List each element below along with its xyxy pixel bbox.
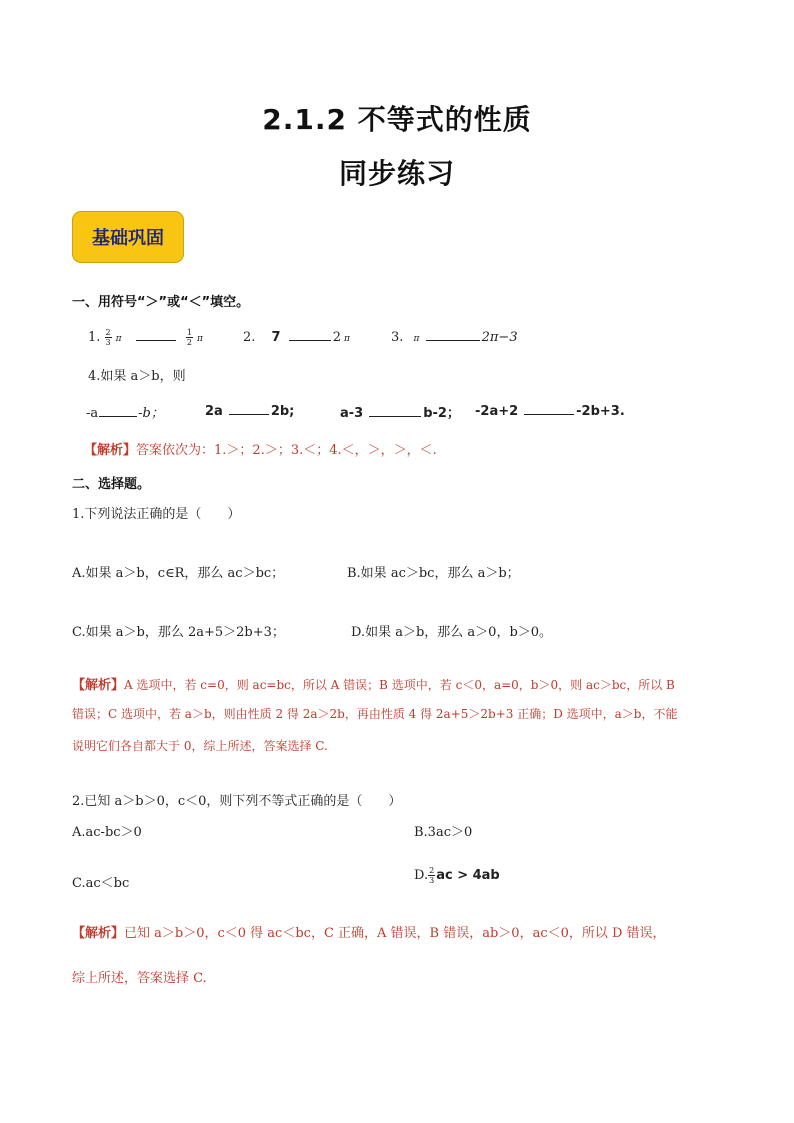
- q3-number: 3.: [391, 330, 404, 345]
- q4-part-4: [475, 402, 625, 419]
- q1-fraction-a: $\frac{2}{3}$: [105, 328, 111, 347]
- section1-heading: 一、用符号“＞”或“＜”填空。: [72, 295, 250, 310]
- q4-p1-left: -a: [86, 406, 99, 421]
- q1-pi-a: π: [115, 334, 122, 344]
- q2-pi: π: [344, 334, 350, 344]
- q2-left: 7: [271, 330, 281, 345]
- q4-p4-right: -2b+3.: [576, 404, 625, 419]
- q4-p2-right: 2b;: [270, 404, 295, 419]
- q2-explanation-line-2: 综上所述，答案选择 C.: [72, 971, 207, 986]
- q1-option-b: B.如果 ac＞bc，那么 a＞b；: [347, 566, 520, 581]
- q3-right: 2π−3: [481, 330, 518, 345]
- q2-option-b: B.3ac＞0: [414, 825, 473, 840]
- q2-blank[interactable]: [289, 328, 331, 341]
- q4-p2-blank[interactable]: [229, 402, 269, 415]
- fill-question-3: [391, 328, 518, 345]
- q1-blank[interactable]: [136, 328, 176, 341]
- choice-question-2: 2.已知 a＞b＞0，c＜0，则下列不等式正确的是（ ）: [72, 794, 402, 809]
- q1-option-d: D.如果 a＞b，那么 a＞0，b＞0。: [351, 625, 553, 640]
- q4-p2-left: 2a: [205, 404, 223, 419]
- q2-option-c: C.ac＜bc: [72, 876, 130, 891]
- q3-left: π: [413, 334, 420, 344]
- fill-question-4: 4.如果 a＞b，则: [88, 369, 186, 384]
- fill-question-2: [243, 328, 350, 345]
- q4-p1-blank[interactable]: [99, 404, 137, 417]
- q2-number: 2.: [243, 330, 256, 345]
- q4-p3-left: a-3: [340, 406, 364, 421]
- answer-text: 答案依次为：1.＞；2.＞；3.＜；4.＜，＞，＞，＜.: [136, 443, 437, 458]
- q2-d-fraction: $\frac{2}{3}$: [429, 866, 435, 885]
- q4-p1-right: -b；: [138, 406, 164, 421]
- q1-explanation-line-2: 错误；C 选项中，若 a＞b，则由性质 2 得 2a＞2b，再由性质 4 得 2a+5＞2b+3 正确；D 选项中，a＞b，不能: [72, 707, 678, 721]
- q1-fraction-b: $\frac{1}{2}$: [186, 328, 192, 347]
- q4-p3-blank[interactable]: [369, 404, 421, 417]
- q3-blank[interactable]: [426, 328, 480, 341]
- q1-explanation-tag: 【解析】: [72, 678, 125, 693]
- answer-tag: 【解析】: [84, 443, 137, 458]
- q1-option-c: C.如果 a＞b，那么 2a+5＞2b+3；: [72, 625, 285, 640]
- q4-part-3: [340, 402, 460, 421]
- page-title: 2.1.2 不等式的性质: [262, 103, 532, 136]
- q1-explanation-line-3: 说明它们各自都大于 0，综上所述，答案选择 C.: [72, 739, 328, 753]
- section-badge: 基础巩固: [72, 211, 184, 263]
- q2-option-a: A.ac-bc＞0: [72, 825, 142, 840]
- choice-question-1: 1.下列说法正确的是（ ）: [72, 507, 241, 522]
- q2-right: 2: [332, 330, 342, 345]
- q2-option-d: D. $\frac{2}{3}$ ac > 4ab: [414, 866, 500, 885]
- q1-pi-b: π: [196, 334, 203, 344]
- q1-number: 1.: [88, 330, 101, 345]
- section2-heading: 二、选择题。: [72, 477, 151, 492]
- q1-explanation-line-1: 【解析】A 选项中，若 c=0，则 ac=bc，所以 A 错误；B 选项中，若 c＜0，a=0，b＞0，则 ac＞bc，所以 B: [72, 678, 675, 693]
- q4-part-1: [86, 402, 164, 421]
- q2-explanation-line-1: 【解析】已知 a＞b＞0，c＜0 得 ac＜bc，C 正确，A 错误，B 错误，ab＞0，ac＜0，所以 D 错误，: [72, 926, 666, 941]
- section1-answer: [84, 439, 437, 458]
- q4-p4-blank[interactable]: [524, 402, 574, 415]
- q1-option-a: A.如果 a＞b，c∈R，那么 ac＞bc；: [72, 566, 285, 581]
- q4-part-2: [205, 402, 294, 419]
- q2-explanation-tag: 【解析】: [72, 926, 125, 941]
- fill-question-1: [88, 328, 203, 347]
- q4-p4-left: -2a+2: [475, 404, 519, 419]
- page-subtitle: 同步练习: [338, 157, 455, 190]
- q4-p3-right: b-2；: [423, 406, 460, 421]
